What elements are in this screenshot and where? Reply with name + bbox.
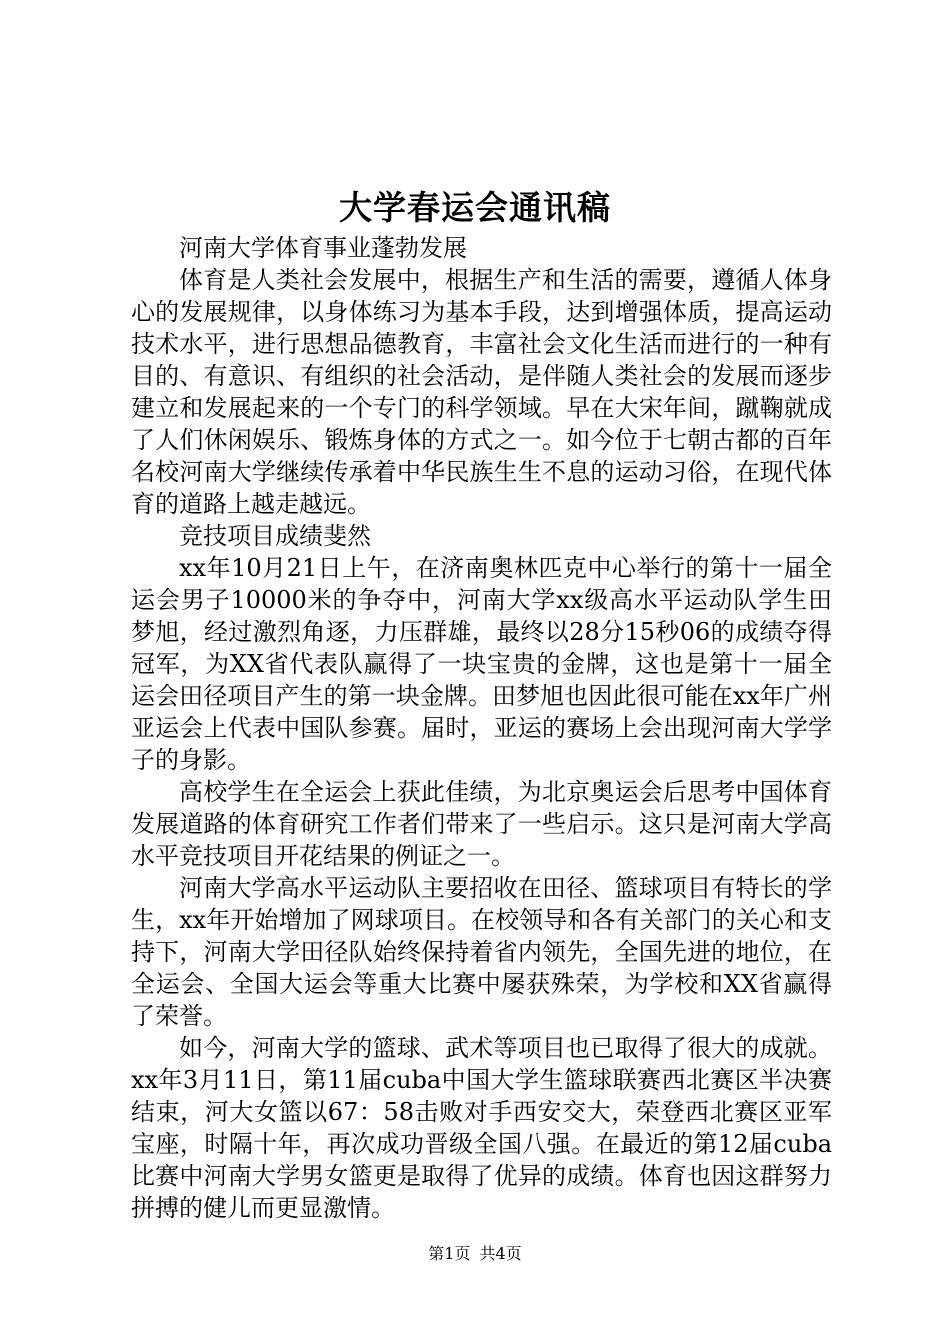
document-title: 大学春运会通讯稿 — [339, 188, 611, 227]
page-total: 共4页 — [479, 1244, 522, 1263]
paragraph: 高校学生在全运会上获此佳绩，为北京奥运会后思考中国体育发展道路的体育研究工作者们带来了一些启示。这只是河南大学高水平竞技项目开花结果的例证之一。 — [131, 778, 832, 870]
paragraph: 如今，河南大学的篮球、武术等项目也已取得了很大的成就。xx年3月11日，第11届cuba中国大学生篮球联赛西北赛区半决赛结束，河大女篮以67：58击败对手西安交大，荣登西北赛区亚军宝座，时隔十年，再次成功晋级全国八强。在最近的第12届cuba比赛中河南大学男女篮更是取得了优异的成绩。体育也因这群努力拼搏的健儿而更显激情。 — [131, 1034, 832, 1222]
document-body — [131, 232, 832, 1224]
paragraph: xx年10月21日上午，在济南奥林匹克中心举行的第十一届全运会男子10000米的争夺中，河南大学xx级高水平运动队学生田梦旭，经过激烈角逐，力压群雄，最终以28分15秒06的成绩夺得冠军，为XX省代表队赢得了一块宝贵的金牌，这也是第十一届全运会田径项目产生的第一块金牌。田梦旭也因此很可能在xx年广州亚运会上代表中国队参赛。届时，亚运的赛场上会出现河南大学学子的身影。 — [131, 554, 832, 774]
page-number: 第1页 — [428, 1244, 471, 1263]
paragraph: 体育是人类社会发展中，根据生产和生活的需要，遵循人体身心的发展规律，以身体练习为基本手段，达到增强体质，提高运动技术水平，进行思想品德教育，丰富社会文化生活而进行的一种有目的、有意识、有组织的社会活动，是伴随人类社会的发展而逐步建立和发展起来的一个专门的科学领域。早在大宋年间，蹴鞠就成了人们休闲娱乐、锻炼身体的方式之一。如今位于七朝古都的百年名校河南大学继续传承着中华民族生生不息的运动习俗，在现代体育的道路上越走越远。 — [131, 266, 832, 518]
section-heading: 竞技项目成绩斐然 — [179, 522, 371, 550]
paragraph: 河南大学高水平运动队主要招收在田径、篮球项目有特长的学生，xx年开始增加了网球项目。在校领导和各有关部门的关心和支持下，河南大学田径队始终保持着省内领先，全国先进的地位，在全运会、全国大运会等重大比赛中屡获殊荣，为学校和XX省赢得了荣誉。 — [131, 874, 832, 1030]
section-heading: 河南大学体育事业蓬勃发展 — [179, 234, 467, 262]
page-footer — [0, 1243, 950, 1265]
